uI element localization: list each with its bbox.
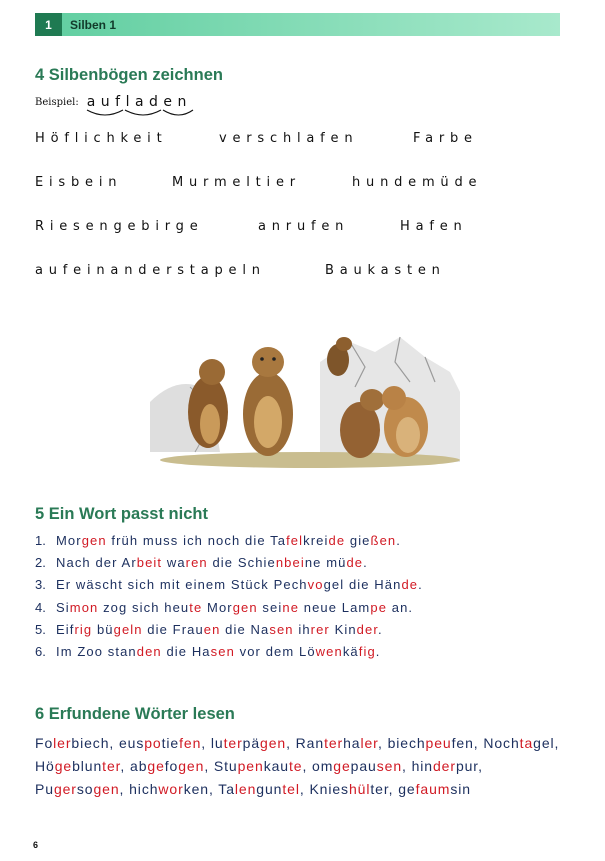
word-2: verschlafen: [219, 131, 359, 146]
syllable-blue: Er wäscht sich mit einem Stück Pech: [56, 577, 308, 593]
sentence-number: 1.: [35, 533, 46, 548]
word-7: Riesengebirge: [35, 219, 204, 234]
invented-word: [483, 735, 559, 751]
syllable-blue: Mor: [56, 533, 82, 548]
sentence-item: [35, 619, 423, 641]
syllable-blue: tie: [161, 735, 180, 751]
syllable-red: te: [288, 757, 303, 774]
syllable-red: ßen: [370, 533, 397, 548]
syllable-blue: Pu: [35, 780, 54, 797]
syllable-red: gen: [232, 599, 258, 615]
syllable-blue: Im Zoo stan: [56, 644, 137, 660]
word-9: Hafen: [400, 219, 468, 234]
sentence-item: [35, 574, 423, 596]
syllable-blue: pur,: [455, 757, 483, 774]
syllable-red: gen: [260, 735, 287, 751]
syllable-arcs-icon: [85, 108, 197, 120]
syllable-blue: bü: [92, 621, 114, 637]
invented-word: [296, 735, 388, 751]
invented-word: [35, 781, 129, 797]
section6-title: 6 Erfundene Wörter lesen: [35, 705, 235, 723]
syllable-blue: Knies: [309, 780, 349, 797]
syllable-blue: krei: [303, 533, 329, 548]
syllable-blue: fo: [164, 757, 179, 774]
syllable-blue: die Frau: [142, 621, 204, 637]
syllable-blue: .: [396, 533, 401, 548]
syllable-red: vo: [307, 577, 324, 593]
word-4: Eisbein: [35, 175, 123, 190]
syllable-blue: hich: [129, 780, 159, 797]
syllable-blue: ,: [302, 757, 313, 774]
syllable-blue: die Na: [220, 621, 270, 637]
syllable-red: ler: [53, 735, 72, 751]
syllable-red: sen: [210, 644, 235, 660]
syllable-red: en: [203, 621, 221, 637]
syllable-red: beit: [136, 555, 163, 571]
syllable-red: nbei: [275, 555, 305, 571]
syllable-red: gen: [178, 757, 205, 774]
example-label: Beispiel:: [35, 97, 79, 108]
invented-word: [129, 781, 218, 797]
syllable-blue: kä: [342, 644, 359, 660]
syllable-blue: ,: [286, 735, 296, 751]
syllable-red: rer: [310, 621, 330, 637]
syllable-blue: Hö: [35, 757, 55, 774]
syllable-red: den: [136, 644, 162, 660]
syllable-blue: ken,: [183, 780, 219, 797]
syllable-red: ger: [53, 780, 77, 797]
syllable-blue: ,: [377, 735, 388, 751]
sentence-item: [35, 641, 423, 663]
syllable-red: te: [189, 599, 203, 615]
word-8: anrufen: [258, 219, 350, 234]
syllable-blue: om: [312, 757, 334, 774]
syllable-blue: Stu: [213, 757, 238, 774]
syllable-blue: sin: [450, 780, 471, 797]
syllable-red: gen: [93, 780, 120, 797]
example-word-text: aufladen: [86, 94, 192, 110]
invented-word: [218, 781, 309, 797]
syllable-blue: gel die Hän: [323, 577, 402, 593]
invented-word: [388, 735, 479, 751]
syllable-blue: Noch: [483, 735, 520, 751]
word-3: Farbe: [413, 131, 478, 146]
word-11: Baukasten: [325, 263, 446, 278]
syllable-blue: biech: [387, 735, 426, 751]
invented-words-paragraph: [35, 732, 575, 800]
syllable-blue: zog sich heu: [98, 599, 190, 615]
word-6: hundemüde: [352, 175, 483, 190]
syllable-blue: ,: [120, 757, 131, 774]
syllable-blue: gie: [345, 533, 371, 548]
syllable-blue: Eif: [56, 621, 75, 637]
syllable-red: hül: [348, 780, 371, 797]
syllable-red: pen: [237, 757, 264, 774]
syllable-red: ge: [147, 757, 165, 774]
syllable-blue: .: [375, 644, 381, 660]
word-10: aufeinanderstapeln: [35, 263, 266, 278]
syllable-red: der: [433, 757, 456, 774]
sentence-number: 6.: [35, 644, 46, 660]
syllable-blue: Si: [56, 599, 70, 615]
syllable-blue: so: [76, 780, 94, 797]
syllable-red: ter: [223, 735, 243, 751]
syllable-red: wor: [158, 780, 184, 797]
syllable-blue: ha: [343, 735, 361, 751]
syllable-blue: ab: [130, 757, 148, 774]
syllable-red: ter: [324, 735, 344, 751]
syllable-blue: .: [363, 555, 368, 571]
syllable-blue: biech,: [71, 735, 119, 751]
example-word: [87, 94, 192, 110]
example-row: [35, 94, 192, 110]
syllable-blue: ,: [402, 757, 407, 774]
syllable-red: ta: [519, 735, 534, 751]
page-number: 6: [33, 840, 39, 850]
syllable-red: geln: [113, 621, 143, 637]
syllable-red: pe: [370, 599, 388, 615]
sentence-list: [35, 530, 423, 663]
syllable-red: ge: [333, 757, 351, 774]
syllable-red: sen: [376, 757, 403, 774]
syllable-blue: neue Lam: [299, 599, 371, 615]
invented-word: [312, 758, 407, 774]
sentence-number: 5.: [35, 621, 46, 637]
word-1: Höflichkeit: [35, 131, 168, 146]
syllable-red: ne: [282, 599, 300, 615]
invented-word: [119, 735, 211, 751]
syllable-red: de: [328, 533, 346, 548]
syllable-blue: früh muss ich noch die Ta: [106, 533, 287, 548]
syllable-blue: ih: [293, 621, 311, 637]
syllable-red: faum: [415, 780, 451, 797]
invented-word: [309, 781, 393, 797]
sentence-item: [35, 552, 423, 574]
syllable-red: ren: [185, 555, 208, 571]
sentence-number: 4.: [35, 599, 46, 615]
syllable-red: ge: [54, 757, 73, 774]
syllable-blue: ,: [204, 757, 214, 774]
syllable-blue: ter,: [370, 780, 394, 797]
chapter-number: 1: [35, 13, 62, 36]
sentence-item: [35, 597, 423, 619]
syllable-blue: kau: [263, 757, 289, 774]
invented-word: [35, 758, 130, 774]
syllable-red: wen: [315, 644, 343, 660]
syllable-blue: Kin: [329, 621, 357, 637]
invented-word: [398, 781, 471, 797]
section5-title: 5 Ein Wort passt nicht: [35, 505, 208, 523]
syllable-blue: ,: [299, 780, 310, 797]
syllable-red: fen: [179, 735, 202, 751]
syllable-red: sen: [269, 621, 294, 637]
syllable-blue: Fo: [35, 735, 54, 751]
syllable-blue: an.: [387, 599, 414, 615]
syllable-red: tel: [282, 780, 300, 797]
syllable-blue: eus: [118, 735, 145, 751]
chapter-header: [35, 13, 560, 36]
syllable-blue: fen,: [451, 735, 479, 751]
syllable-blue: lu: [210, 735, 224, 751]
sentence-number: 2.: [35, 555, 46, 571]
invented-word: [214, 758, 312, 774]
invented-word: [35, 735, 119, 751]
syllable-red: len: [234, 780, 257, 797]
syllable-red: der: [356, 621, 379, 637]
syllable-blue: die Ha: [161, 644, 211, 660]
invented-word: [412, 758, 483, 774]
syllable-red: mon: [69, 599, 99, 615]
syllable-blue: wa: [162, 555, 186, 571]
syllable-blue: ,: [119, 780, 130, 797]
syllable-blue: die Schie: [207, 555, 276, 571]
syllable-red: de: [346, 555, 364, 571]
syllable-blue: pä: [242, 735, 261, 751]
syllable-red: ler: [360, 735, 378, 751]
sentence-number: 3.: [35, 577, 46, 593]
syllable-red: po: [144, 735, 162, 751]
invented-word: [130, 758, 214, 774]
syllable-red: fig: [358, 644, 376, 660]
sentence-item: [35, 530, 423, 552]
syllable-blue: Ran: [295, 735, 325, 751]
syllable-red: gen: [81, 533, 107, 548]
syllable-blue: Nach der Ar: [56, 555, 137, 571]
syllable-red: ter: [102, 757, 121, 774]
syllable-blue: vor dem Lö: [234, 644, 316, 660]
syllable-blue: Ta: [218, 780, 235, 797]
syllable-blue: Mor: [202, 599, 233, 615]
syllable-blue: ,: [201, 735, 211, 751]
syllable-blue: gel,: [533, 735, 560, 751]
marmot-group-illustration: [150, 332, 460, 472]
syllable-blue: .: [378, 621, 383, 637]
syllable-red: de: [401, 577, 419, 593]
syllable-blue: ge: [398, 780, 416, 797]
syllable-blue: blun: [72, 757, 103, 774]
syllable-red: fel: [286, 533, 304, 548]
chapter-title: Silben 1: [62, 13, 560, 36]
invented-word: [211, 735, 296, 751]
syllable-red: peu: [425, 735, 452, 751]
syllable-blue: gun: [256, 780, 283, 797]
syllable-blue: sei: [257, 599, 283, 615]
syllable-blue: hin: [411, 757, 433, 774]
word-5: Murmeltier: [172, 175, 301, 190]
section4-title: 4 Silbenbögen zeichnen: [35, 66, 223, 84]
syllable-blue: pau: [350, 757, 377, 774]
syllable-red: rig: [74, 621, 93, 637]
syllable-blue: ne mü: [304, 555, 347, 571]
syllable-blue: .: [418, 577, 423, 593]
